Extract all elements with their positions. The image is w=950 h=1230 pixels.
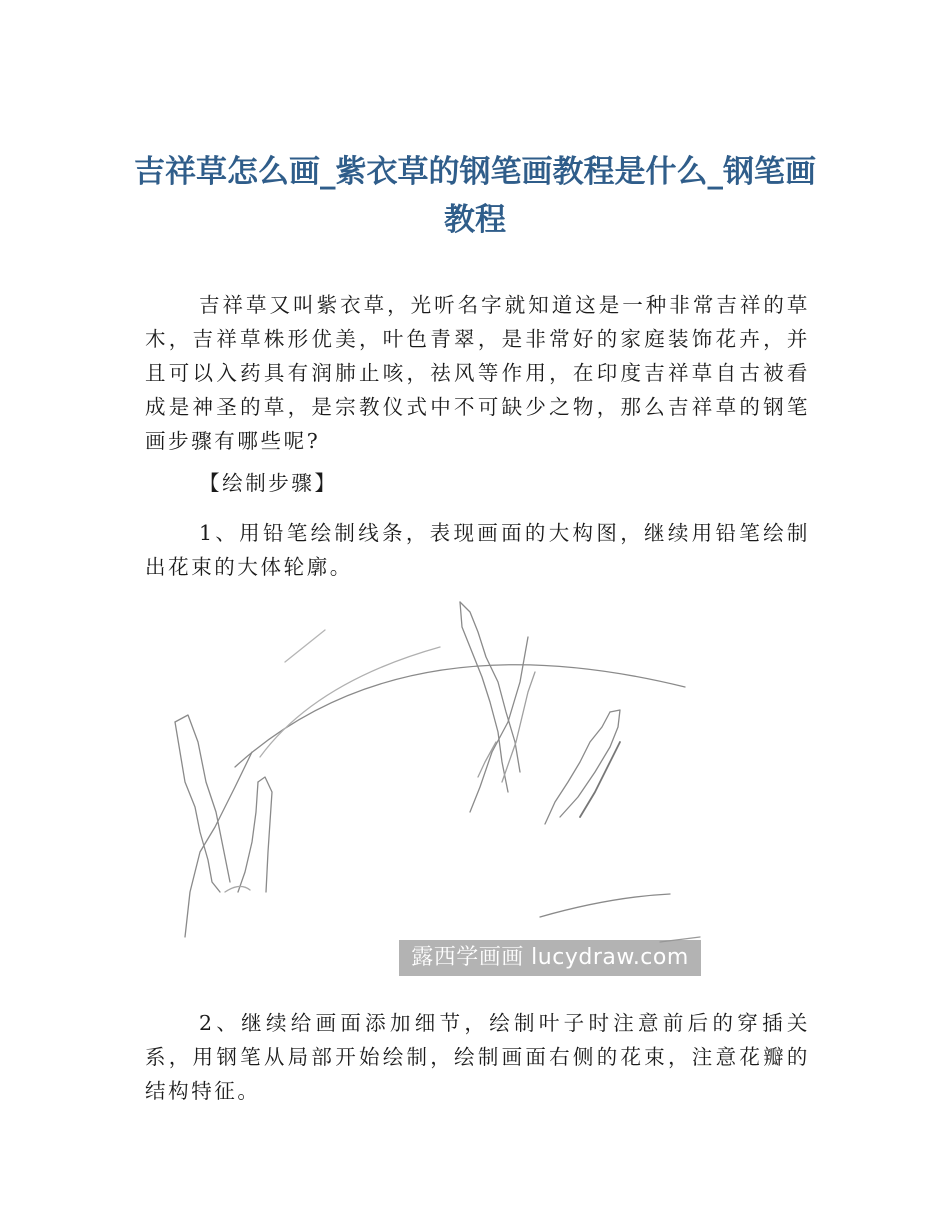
- step-1-paragraph: 1、用铅笔绘制线条，表现画面的大构图，继续用铅笔绘制出花束的大体轮廓。: [145, 521, 810, 579]
- small-stroke: [285, 630, 325, 662]
- bottom-stroke: [540, 894, 670, 917]
- sketch-figure: [140, 592, 820, 982]
- right-plant-outline: [545, 710, 620, 824]
- page-title: 吉祥草怎么画_紫衣草的钢笔画教程是什么_钢笔画教程: [134, 154, 816, 238]
- steps-heading: 【绘制步骤】: [199, 471, 338, 495]
- intro-paragraph: 吉祥草又叫紫衣草，光听名字就知道这是一种非常吉祥的草木，吉祥草株形优美，叶色青翠，是非常好的家庭装饰花卉，并且可以入药具有润肺止咳，祛风等作用，在印度吉祥草自古被看成是神圣的草，是宗教仪式中不可缺少之物，那么吉祥草的钢笔画步骤有哪些呢?: [145, 293, 810, 453]
- watermark: 露西学画画 lucydraw.com: [399, 940, 701, 976]
- composition-arc: [235, 665, 685, 767]
- middle-plant-outline: [460, 602, 535, 812]
- step-2-paragraph: 2、继续给画面添加细节，绘制叶子时注意前后的穿插关系，用钢笔从局部开始绘制，绘制画面右侧的花束，注意花瓣的结构特征。: [145, 1011, 810, 1103]
- pencil-sketch-image: [140, 592, 820, 982]
